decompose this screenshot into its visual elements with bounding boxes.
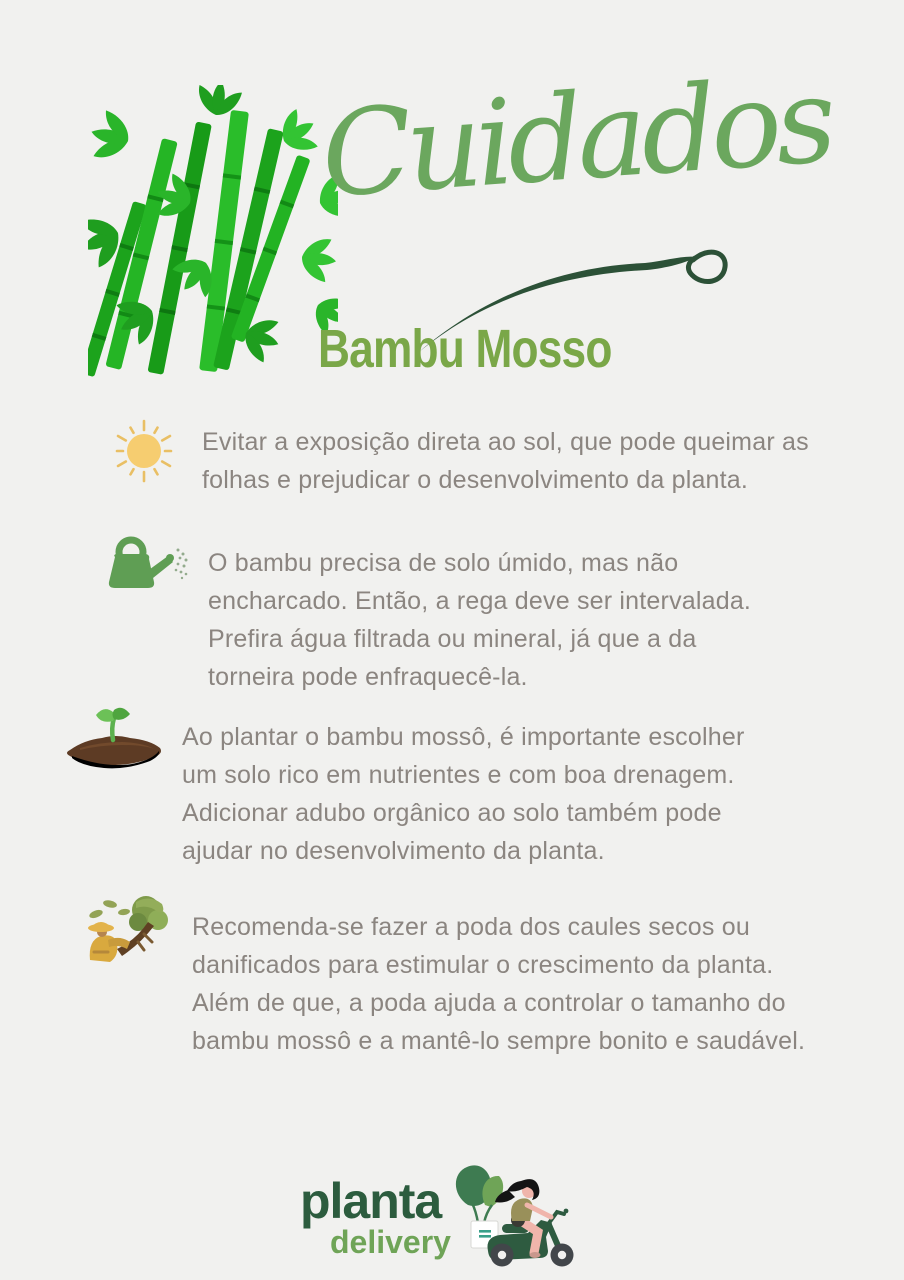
care-tip-text: O bambu precisa de solo úmido, mas não encharcado. Então, a rega deve ser intervalada. Prefira água filtrada ou mineral, já que a da torneira pode enfraquecê-la. [208,549,752,691]
care-tip-sun [108,415,827,499]
care-tip-watering [98,530,768,696]
brand-name: planta [300,1173,442,1229]
care-tip-text: Recomenda-se fazer a poda dos caules secos ou danificados para estimular o crescimento da planta. Além de que, a poda ajuda a controlar o tamanho do bambu mossô e a mantê-lo sempre bonito e saudável. [192,913,806,1055]
delivery-scooter-illustration [450,1163,582,1267]
plant-name-subtitle: Bambu Mosso [318,319,612,379]
sun-icon [108,415,180,487]
care-tip-text: Evitar a exposição direta ao sol, que pode queimar as folhas e prejudicar o desenvolvimento da planta. [202,428,809,494]
brand-subname: delivery [330,1224,451,1260]
care-tip-soil [60,696,782,870]
bamboo-illustration [88,85,338,390]
soil-sprout-icon [60,696,168,774]
brand-logo [300,1173,451,1261]
watering-can-icon [98,530,190,602]
care-tip-text: Ao plantar o bambu mossô, é importante escolher um solo rico em nutrientes e com boa drenagem. Adicionar adubo orgânico ao solo também pode ajudar no desenvolvimento da planta. [182,723,745,865]
care-tip-pruning [80,890,812,1060]
poster-title: Cuidados [317,50,835,224]
pruning-icon [80,890,176,986]
